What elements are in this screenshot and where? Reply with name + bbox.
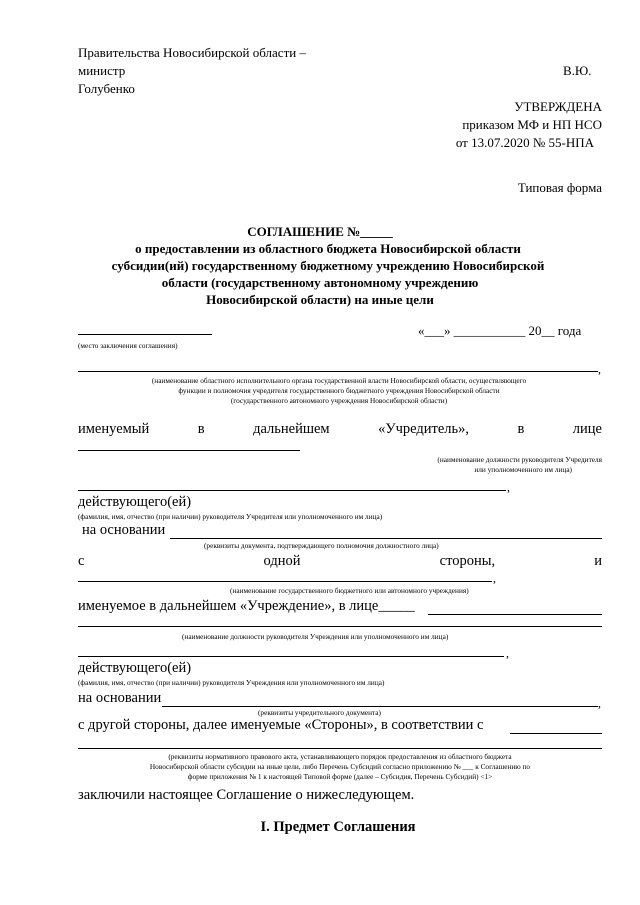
date-field[interactable]: «___» ___________ 20__ года bbox=[418, 323, 582, 338]
founder-acting: действующего(ей) bbox=[78, 494, 192, 510]
agreement-title: СОГЛАШЕНИЕ №_____ bbox=[247, 224, 393, 239]
founder-comma: , bbox=[598, 362, 601, 376]
gov-line-3: Голубенко bbox=[78, 81, 135, 96]
founder-fio-caption: (фамилия, имя, отчество (при наличии) руководителя Учредителя или уполномоченного им лица) bbox=[78, 512, 383, 521]
side-word-2: одной bbox=[263, 553, 301, 569]
gov-line-1: Правительства Новосибирской области – bbox=[78, 45, 306, 60]
founder-basis-label: на основании bbox=[82, 522, 166, 538]
legal-caption-3: форме приложения № 1 к настоящей Типовой форме (далее – Субсидия, Перечень Субсидий) <1> bbox=[187, 772, 493, 781]
institution-basis-caption: (реквизиты учредительного документа) bbox=[258, 708, 381, 717]
founder-named-line bbox=[78, 421, 602, 438]
form-type: Типовая форма bbox=[517, 180, 602, 195]
institution-comma: , bbox=[493, 571, 496, 585]
title-line-5: Новосибирской области) на иные цели bbox=[206, 292, 434, 307]
other-side-text: с другой стороны, далее именуемые «Стороны», в соответствии с bbox=[78, 717, 484, 733]
side-word-4: и bbox=[594, 553, 602, 569]
founder-basis-caption: (реквизиты документа, подтверждающего полномочия должностного лица) bbox=[204, 541, 439, 550]
institution-position-field-a[interactable] bbox=[428, 614, 602, 615]
side-word-3: стороны, bbox=[439, 553, 496, 569]
legal-act-field[interactable] bbox=[78, 748, 602, 749]
founder-comma-2: , bbox=[507, 480, 510, 494]
institution-position-field[interactable] bbox=[78, 626, 602, 627]
institution-comma-2: , bbox=[506, 646, 509, 660]
title-line-4: области (государственному автономному учреждению bbox=[161, 275, 479, 290]
institution-fio-caption: (фамилия, имя, отчество (при наличии) руководителя Учреждения или уполномоченного им лица) bbox=[78, 678, 385, 687]
institution-named: именуемое в дальнейшем «Учреждение», в лице_____ bbox=[78, 598, 415, 614]
word-5: в bbox=[517, 421, 525, 437]
word-6: лице bbox=[572, 421, 602, 437]
institution-position-caption: (наименование должности руководителя Учреждения или уполномоченного им лица) bbox=[182, 632, 449, 641]
founder-caption-3: (государственного автономного учреждения Новосибирской области) bbox=[230, 396, 448, 405]
minister-initials: В.Ю. bbox=[563, 63, 592, 78]
concluded-text: заключили настоящее Соглашение о нижеследующем. bbox=[78, 787, 415, 803]
section-1-title: I. Предмет Соглашения bbox=[260, 819, 416, 835]
title-line-3: субсидии(ий) государственному бюджетному учреждению Новосибирской bbox=[111, 258, 545, 273]
institution-basis-field[interactable] bbox=[162, 706, 598, 707]
institution-acting: действующего(ей) bbox=[78, 660, 192, 676]
place-field[interactable] bbox=[78, 334, 212, 335]
word-3: дальнейшем bbox=[253, 421, 330, 437]
founder-position-caption-1: (наименование должности руководителя Учредителя bbox=[437, 455, 602, 464]
gov-line-2: министр bbox=[78, 63, 126, 78]
legal-act-field-a[interactable] bbox=[510, 733, 602, 734]
founder-caption-1: (наименование областного исполнительного органа государственной власти Новосибирской области, осуществляющего bbox=[151, 376, 527, 385]
word-4: «Учредитель», bbox=[378, 421, 469, 437]
founder-position-field-2[interactable] bbox=[78, 490, 506, 491]
word-1: именуемый bbox=[78, 421, 150, 437]
institution-basis-label: на основании bbox=[78, 690, 162, 706]
word-2: в bbox=[197, 421, 205, 437]
institution-name-field[interactable] bbox=[78, 581, 492, 582]
place-caption: (место заключения соглашения) bbox=[78, 341, 178, 350]
one-side-line bbox=[78, 553, 602, 570]
approved-label: УТВЕРЖДЕНА bbox=[514, 99, 602, 114]
side-word-1: с bbox=[78, 553, 85, 569]
legal-caption-1: (реквизиты нормативного правового акта, устанавливающего порядок предоставления из областного бюджета bbox=[168, 752, 512, 761]
founder-basis-field[interactable] bbox=[170, 538, 602, 539]
founder-position-caption-2: или уполномоченного им лица) bbox=[474, 465, 572, 474]
title-line-2: о предоставлении из областного бюджета Новосибирской области bbox=[135, 241, 521, 256]
founder-name-field[interactable] bbox=[78, 371, 598, 372]
institution-caption: (наименование государственного бюджетного или автономного учреждения) bbox=[230, 586, 469, 595]
founder-position-field[interactable] bbox=[78, 450, 300, 451]
institution-position-field-2[interactable] bbox=[78, 656, 504, 657]
order-line-1: приказом МФ и НП НСО bbox=[462, 117, 602, 132]
order-line-2: от 13.07.2020 № 55-НПА bbox=[455, 135, 594, 150]
founder-caption-2: функции и полномочия учредителя государственного бюджетного учреждения Новосибирской области bbox=[178, 386, 500, 395]
legal-caption-2: Новосибирской области субсидии на иные цели, либо Перечень Субсидий согласно приложению № ___ к Соглашению по bbox=[149, 762, 531, 771]
institution-basis-comma: , bbox=[598, 696, 601, 710]
